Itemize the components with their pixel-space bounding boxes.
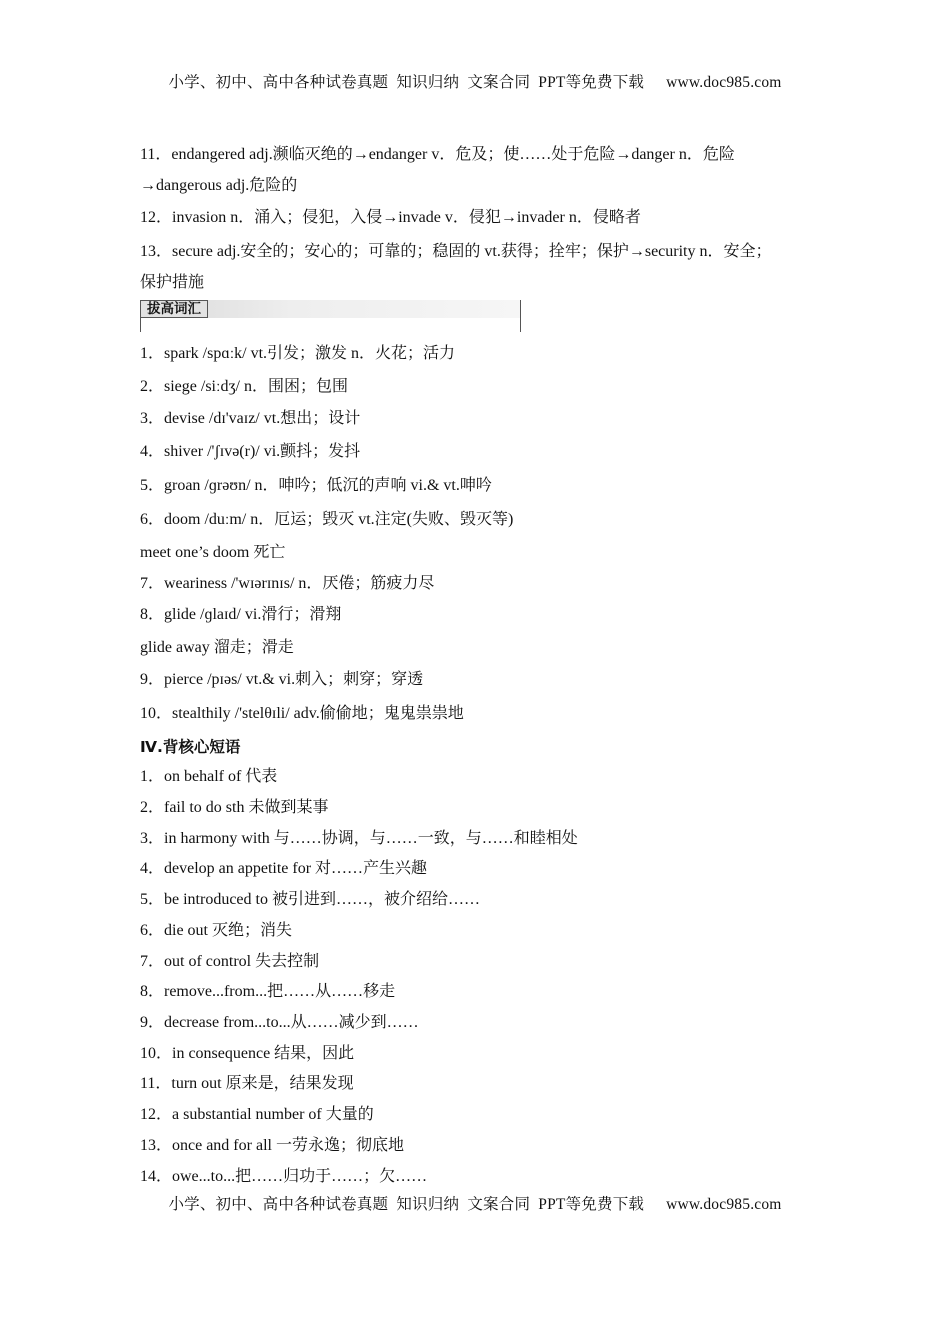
- footer-site: www.doc985.com: [666, 1196, 782, 1213]
- vocab-line-13: 13．secure adj.安全的；安心的；可靠的；稳固的 vt.获得；拴牢；保护→security n．安全；: [140, 243, 772, 260]
- advanced-vocab-item: 8．glide /ɡlaɪd/ vi.滑行；滑翔: [140, 606, 342, 623]
- footer-text: 小学、初中、高中各种试卷真题 知识归纳 文案合同 PPT等免费下载: [168, 1196, 645, 1213]
- page-footer: [0, 1192, 950, 1214]
- phrase-item: 2．fail to do sth 未做到某事: [140, 799, 329, 816]
- advanced-vocab-item: 1．spark /spɑːk/ vt.引发；激发 n．火花；活力: [140, 345, 456, 362]
- phrase-item: 4．develop an appetite for 对……产生兴趣: [140, 860, 428, 877]
- phrase-item: 1．on behalf of 代表: [140, 768, 278, 785]
- phrase-item: 6．die out 灭绝；消失: [140, 922, 292, 939]
- vocab-line-11-cont: →dangerous adj.危险的: [140, 177, 298, 194]
- banner-label: 拔高词汇: [140, 300, 208, 318]
- advanced-vocab-item: 2．siege /siːdʒ/ n．围困；包围: [140, 378, 348, 395]
- advanced-vocab-item: 9．pierce /pɪəs/ vt.& vi.刺入；刺穿；穿透: [140, 671, 424, 688]
- vocab-line-13-cont: 保护措施: [140, 274, 205, 291]
- section-title: Ⅳ.背核心短语: [140, 738, 241, 756]
- phrase-item: 10．in consequence 结果，因此: [140, 1045, 355, 1062]
- phrase-item: 3．in harmony with 与……协调，与……一致，与……和睦相处: [140, 830, 578, 847]
- advanced-vocab-item: 3．devise /dɪ'vaɪz/ vt.想出；设计: [140, 410, 361, 427]
- advanced-vocab-item: 10．stealthily /'stelθɪli/ adv.偷偷地；鬼鬼祟祟地: [140, 705, 464, 722]
- phrase-item: 8．remove...from...把……从……移走: [140, 983, 396, 1000]
- phrase-item: 12．a substantial number of 大量的: [140, 1106, 374, 1123]
- phrase-item: 13．once and for all 一劳永逸；彻底地: [140, 1137, 404, 1154]
- header-text: 小学、初中、高中各种试卷真题 知识归纳 文案合同 PPT等免费下载: [168, 74, 645, 91]
- page-header: [0, 70, 950, 92]
- vocab-line-11: 11．endangered adj.濒临灭绝的→endanger v．危及；使……处于危险→danger n．危险: [140, 146, 735, 163]
- advanced-vocab-item: glide away 溜走；滑走: [140, 639, 294, 656]
- phrase-item: 11．turn out 原来是，结果发现: [140, 1075, 354, 1092]
- section-banner: [140, 300, 521, 332]
- phrase-item: 14．owe...to...把……归功于……；欠……: [140, 1168, 428, 1185]
- phrase-item: 9．decrease from...to...从……减少到……: [140, 1014, 419, 1031]
- advanced-vocab-item: 4．shiver /'ʃɪvə(r)/ vi.颤抖；发抖: [140, 443, 361, 460]
- advanced-vocab-item: 5．groan /ɡrəʊn/ n．呻吟；低沉的声响 vi.& vt.呻吟: [140, 477, 492, 494]
- advanced-vocab-item: meet one’s doom 死亡: [140, 544, 286, 561]
- phrase-item: 7．out of control 失去控制: [140, 953, 320, 970]
- phrase-item: 5．be introduced to 被引进到……，被介绍给……: [140, 891, 480, 908]
- header-site: www.doc985.com: [666, 74, 782, 91]
- advanced-vocab-item: 7．weariness /'wɪərɪnɪs/ n．厌倦；筋疲力尽: [140, 575, 435, 592]
- vocab-line-12: 12．invasion n．涌入；侵犯，入侵→invade v．侵犯→invader n．侵略者: [140, 209, 641, 226]
- advanced-vocab-item: 6．doom /duːm/ n．厄运；毁灭 vt.注定(失败、毁灭等): [140, 511, 514, 528]
